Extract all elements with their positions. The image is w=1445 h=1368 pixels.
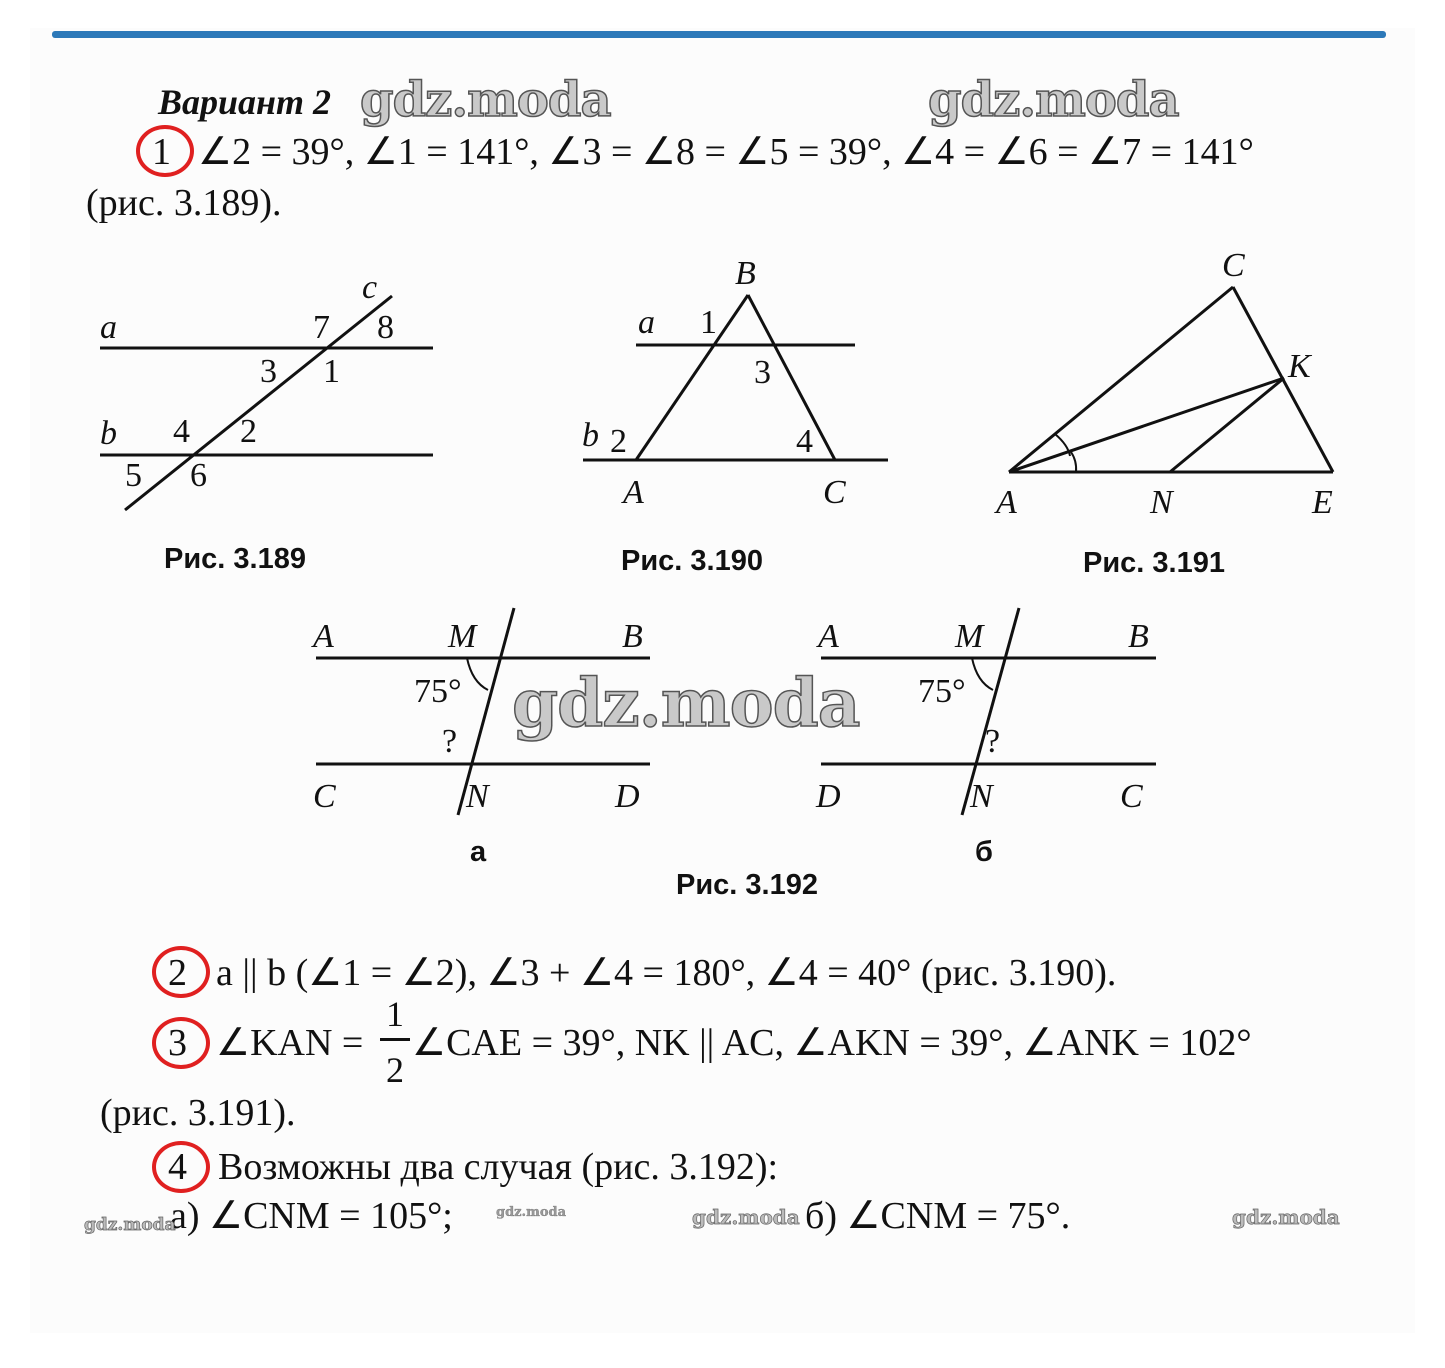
label-D: D (816, 778, 841, 815)
task3-number: 3 (168, 1022, 187, 1064)
angle-arc (467, 658, 488, 690)
figure-3-190 (582, 255, 888, 511)
task3-pre: ∠KAN = (216, 1022, 364, 1064)
watermark: gdz.moda (360, 72, 611, 128)
label-C: C (823, 474, 846, 511)
label-4: 4 (173, 413, 190, 450)
watermark: gdz.moda (928, 72, 1179, 128)
variant-heading: Вариант 2 (158, 82, 332, 122)
angle-arc (972, 658, 993, 690)
transversal-c (125, 296, 392, 510)
task1-line2: (рис. 3.189). (86, 182, 282, 224)
caption-fig-192-a: а (470, 836, 487, 868)
label-A: A (313, 618, 334, 655)
label-N: N (466, 778, 489, 815)
label-question: ? (442, 723, 458, 760)
task4-text: Возможны два случая (рис. 3.192): (218, 1146, 779, 1188)
task4-number: 4 (168, 1146, 187, 1188)
caption-fig-191: Рис. 3.191 (1083, 547, 1225, 579)
segment-nk (1170, 378, 1284, 472)
label-C: C (313, 778, 336, 815)
label-D: D (615, 778, 640, 815)
label-A: A (996, 484, 1017, 521)
side-ac (1009, 287, 1233, 472)
label-K: K (1288, 348, 1311, 385)
watermark: gdz.moda (692, 1205, 800, 1229)
label-b: b (582, 417, 599, 454)
label-b: b (100, 415, 117, 452)
bisector-ak (1009, 378, 1284, 472)
label-C: C (1222, 247, 1245, 284)
label-4: 4 (796, 423, 813, 460)
task3-post: ∠CAE = 39°, NK || AC, ∠AKN = 39°, ∠ANK = 102° (412, 1022, 1252, 1064)
caption-fig-189: Рис. 3.189 (164, 543, 306, 575)
label-c: c (362, 269, 378, 306)
figure-3-192-b (815, 608, 1156, 815)
task1-line1: ∠2 = 39°, ∠1 = 141°, ∠3 = ∠8 = ∠5 = 39°, ∠4 = ∠6 = ∠7 = 141° (198, 131, 1254, 173)
label-N: N (1150, 484, 1173, 521)
label-8: 8 (377, 309, 394, 346)
label-A: A (818, 618, 839, 655)
label-5: 5 (125, 457, 142, 494)
label-M: M (448, 618, 477, 655)
caption-fig-192-b: б (975, 836, 993, 868)
caption-fig-190: Рис. 3.190 (621, 545, 763, 577)
label-1: 1 (323, 353, 340, 390)
task2-text: a || b (∠1 = ∠2), ∠3 + ∠4 = 180°, ∠4 = 40° (рис. 3.190). (216, 952, 1117, 994)
watermark: gdz.moda (1232, 1205, 1340, 1229)
label-1: 1 (700, 304, 717, 341)
label-B: B (622, 618, 643, 655)
figure-3-189 (100, 269, 433, 510)
task1-number: 1 (152, 131, 171, 173)
label-2: 2 (610, 423, 627, 460)
task4-case-b: б) ∠CNM = 75°. (805, 1195, 1071, 1237)
label-75: 75° (414, 673, 462, 710)
label-N: N (970, 778, 993, 815)
task3-line2: (рис. 3.191). (100, 1092, 296, 1134)
label-a: a (638, 304, 655, 341)
label-B: B (735, 255, 756, 292)
label-A: A (623, 474, 644, 511)
angle-arc (1071, 452, 1076, 472)
label-M: M (955, 618, 984, 655)
task4-case-a: а) ∠CNM = 105°; (170, 1195, 453, 1237)
figure-3-191 (994, 247, 1333, 521)
label-E: E (1312, 484, 1333, 521)
watermark: gdz.moda (84, 1215, 176, 1235)
task2-number: 2 (168, 952, 187, 994)
watermark: gdz.moda (496, 1205, 567, 1220)
watermark: gdz.moda (512, 664, 860, 742)
label-3: 3 (260, 353, 277, 390)
label-C: C (1120, 778, 1143, 815)
caption-fig-192: Рис. 3.192 (676, 869, 818, 901)
label-a: a (100, 309, 117, 346)
label-3: 3 (754, 354, 771, 391)
label-question: ? (985, 723, 1001, 760)
label-2: 2 (240, 413, 257, 450)
label-B: B (1128, 618, 1149, 655)
fraction-bar (380, 1038, 410, 1041)
fraction-numerator: 1 (386, 994, 404, 1034)
label-75: 75° (918, 673, 966, 710)
label-6: 6 (190, 457, 207, 494)
label-7: 7 (313, 309, 330, 346)
fraction-denominator: 2 (386, 1050, 404, 1090)
